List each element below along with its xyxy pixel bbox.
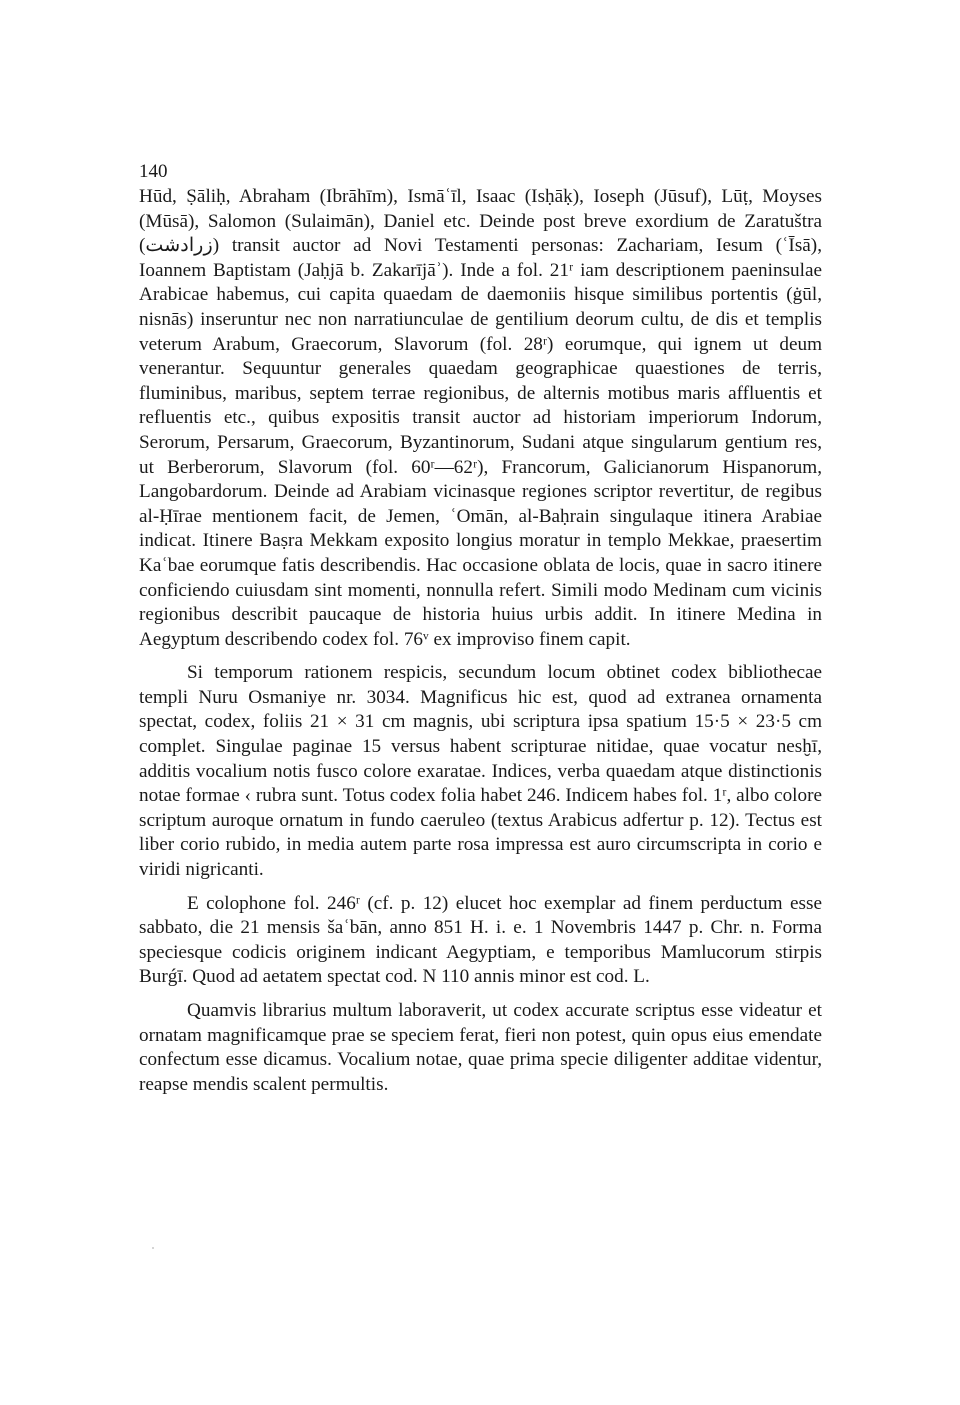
page-number: 140: [139, 161, 168, 182]
paragraph-2: Si temporum rationem respicis, secundum locum obtinet codex bibliothecae templi Nuru Osmaniye nr. 3034. Magnificus hic est, quod ad extranea ornamenta spectat, codex, foliis 21 × 31 cm magnis, ubi scriptura ipsa spatium 15·5 × 23·5 cm complet. Singulae paginae 15 versus habent scripturae nitidae, quae vocatur nesḫī, additis vocalium notis fusco colore exaratae. Indices, verba quaedam atque distinctionis notae formae ‹ rubra sunt. Totus codex folia habet 246. Indicem habes fol. 1ʳ, albo colore scriptum auroque ornatum in fundo caeruleo (textus Arabicus adfertur p. 12). Tectus est liber corio rubido, in media autem parte rosa impressa est auro circumscripta in corio e viridi nigricanti.: [139, 662, 822, 881]
paragraph-3: E colophone fol. 246ʳ (cf. p. 12) elucet hoc exemplar ad finem perductum esse sabbato, die 21 mensis šaʿbān, anno 851 H. i. e. 1 Novembris 1447 p. Chr. n. Forma speciesque codicis originem indicant Aegyptiam, e temporibus Mamlucorum stirpis Burǵī. Quod ad aetatem spectat cod. N 110 annis minor est cod. L.: [139, 892, 822, 988]
paragraph-1: Hūd, Ṣāliḥ, Abraham (Ibrāhīm), Ismāʿīl, Isaac (Isḥāḳ), Ioseph (Jūsuf), Lūṭ, Moyses (Mūsā), Salomon (Sulaimān), Daniel etc. Deinde post breve exordium de Zaratuštra (زرادشت) transit auctor ad Novi Testamenti personas: Zachariam, Iesum (ʿĪsā), Ioannem Baptistam (Jaḥjā b. Zakarījāʾ). Inde a fol. 21ʳ iam descriptionem paeninsulae Arabicae habemus, cui capita quaedam de daemoniis hisque similibus portentis (ġūl, nisnās) inseruntur nec non narratiunculae de gentilium deorum cultu, de dis et templis veterum Arabum, Graecorum, Slavorum (fol. 28ʳ) eorumque, qui ignem ut deum venerantur. Sequuntur generales quaedam geographicae quaestiones de terris, fluminibus, maribus, septem terrae regionibus, de alternis motibus maris affluentis et refluentis etc., quibus expositis transit auctor ad historiam imperiorum Indorum, Serorum, Persarum, Graecorum, Byzantinorum, Sudani atque singularum gentium res, ut Berberorum, Slavorum (fol. 60ʳ—62ʳ), Francorum, Galicianorum Hispanorum, Langobardorum. Deinde ad Arabiam vicinasque regiones scriptor revertitur, de regibus al-Ḥīrae mentionem facit, de Jemen, ʿOmān, al-Baḥrain singulaque itinera Arabiae indicat. Itinere Baṣra Mekkam exposito longius moratur in templo Mekkae, praesertim Kaʿbae eorumque fatis describendis. Hac occasione oblata de locis, quae in sacro itinere conficiendo cuiusdam sint momenti, nonnulla refert. Simili modo Medinam cum vicinis regionibus describit paucaque de historia huius urbis addit. In itinere Medina in Aegyptum describendo codex fol. 76ᵛ ex improviso finem capit.: [139, 186, 822, 650]
body-text: [139, 185, 822, 1097]
paragraph-4: Quamvis librarius multum laboraverit, ut codex accurate scriptus esse videatur et ornatam magnificamque prae se speciem ferat, fieri non potest, quin opus eius emendate confectum esse dicamus. Vocalium notae, quae prima specie diligenter additae videntur, reapse mendis scalent permultis.: [139, 1000, 822, 1095]
paper-speck: [152, 1247, 154, 1249]
